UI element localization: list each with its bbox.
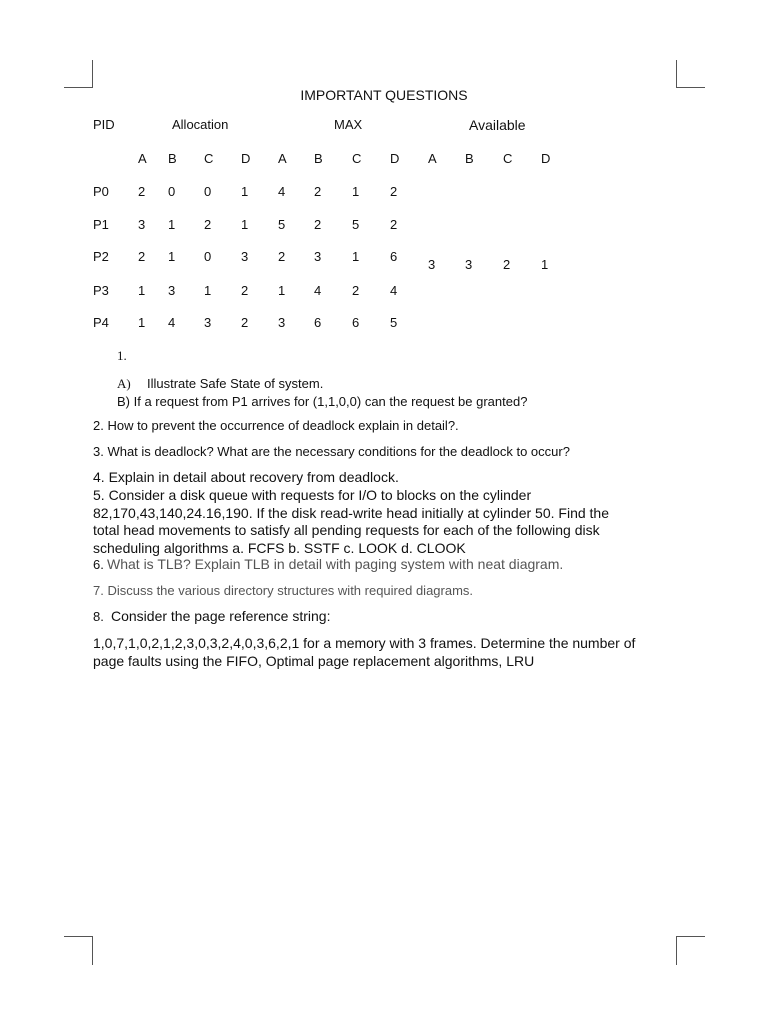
pid-cell: P1 bbox=[93, 217, 109, 232]
allocation-cell: 3 bbox=[241, 249, 249, 264]
page-title: IMPORTANT QUESTIONS bbox=[300, 87, 468, 103]
allocation-cell: 2 bbox=[241, 315, 249, 330]
allocation-cell: 0 bbox=[204, 184, 212, 199]
crop-mark-top-left bbox=[64, 60, 93, 88]
max-cell: 6 bbox=[352, 315, 360, 330]
crop-mark-bottom-right bbox=[676, 936, 705, 965]
max-cell: 2 bbox=[390, 184, 398, 199]
question-8-number: 8. bbox=[93, 609, 104, 624]
allocation-cell: 1 bbox=[241, 184, 249, 199]
column-label: B bbox=[168, 151, 177, 166]
question-6-number: 6. bbox=[93, 557, 104, 572]
available-cell: 2 bbox=[503, 257, 511, 272]
question-8-text: Consider the page reference string: bbox=[111, 608, 331, 624]
max-cell: 5 bbox=[352, 217, 360, 232]
max-cell: 4 bbox=[390, 283, 398, 298]
max-cell: 5 bbox=[390, 315, 398, 330]
max-cell: 2 bbox=[352, 283, 360, 298]
question-1a-text: Illustrate Safe State of system. bbox=[147, 376, 324, 391]
question-1-number: 1. bbox=[117, 348, 127, 363]
allocation-cell: 2 bbox=[204, 217, 212, 232]
max-cell: 5 bbox=[278, 217, 286, 232]
max-cell: 4 bbox=[278, 184, 286, 199]
question-8-line: page faults using the FIFO, Optimal page replacement algorithms, LRU bbox=[93, 653, 535, 669]
pid-header: PID bbox=[93, 117, 115, 132]
allocation-cell: 3 bbox=[204, 315, 212, 330]
allocation-cell: 2 bbox=[138, 184, 146, 199]
allocation-cell: 0 bbox=[168, 184, 176, 199]
pid-cell: P2 bbox=[93, 249, 109, 264]
question-7: 7. Discuss the various directory structures with required diagrams. bbox=[93, 583, 474, 598]
allocation-cell: 1 bbox=[168, 249, 176, 264]
column-label: C bbox=[352, 151, 362, 166]
max-cell: 3 bbox=[278, 315, 286, 330]
column-label: C bbox=[503, 151, 513, 166]
column-label: B bbox=[465, 151, 474, 166]
available-cell: 3 bbox=[428, 257, 436, 272]
allocation-header: Allocation bbox=[172, 117, 229, 132]
question-5-line: scheduling algorithms a. FCFS b. SSTF c. LOOK d. CLOOK bbox=[93, 540, 466, 556]
question-6-text: What is TLB? Explain TLB in detail with paging system with neat diagram. bbox=[107, 556, 564, 572]
max-cell: 1 bbox=[278, 283, 286, 298]
max-cell: 6 bbox=[390, 249, 398, 264]
allocation-cell: 1 bbox=[138, 283, 146, 298]
column-label: A bbox=[428, 151, 437, 166]
crop-mark-bottom-left bbox=[64, 936, 93, 965]
allocation-cell: 1 bbox=[204, 283, 212, 298]
question-3: 3. What is deadlock? What are the necessary conditions for the deadlock to occur? bbox=[93, 444, 570, 459]
crop-mark-top-right bbox=[676, 60, 705, 88]
question-1b-text: B) If a request from P1 arrives for (1,1,0,0) can the request be granted? bbox=[117, 394, 528, 409]
column-label: A bbox=[138, 151, 147, 166]
max-cell: 6 bbox=[314, 315, 322, 330]
allocation-cell: 3 bbox=[138, 217, 146, 232]
max-cell: 4 bbox=[314, 283, 322, 298]
column-label: B bbox=[314, 151, 323, 166]
allocation-cell: 0 bbox=[204, 249, 212, 264]
pid-cell: P4 bbox=[93, 315, 109, 330]
max-cell: 1 bbox=[352, 184, 360, 199]
available-cell: 3 bbox=[465, 257, 473, 272]
allocation-cell: 3 bbox=[168, 283, 176, 298]
allocation-cell: 1 bbox=[168, 217, 176, 232]
question-2: 2. How to prevent the occurrence of deadlock explain in detail?. bbox=[93, 418, 459, 433]
max-cell: 2 bbox=[278, 249, 286, 264]
allocation-cell: 4 bbox=[168, 315, 176, 330]
max-header: MAX bbox=[334, 117, 363, 132]
allocation-cell: 2 bbox=[138, 249, 146, 264]
question-5-line: total head movements to satisfy all pending requests for each of the following disk bbox=[93, 522, 600, 538]
column-label: C bbox=[204, 151, 214, 166]
pid-cell: P3 bbox=[93, 283, 109, 298]
column-label: A bbox=[278, 151, 287, 166]
max-cell: 2 bbox=[314, 217, 322, 232]
column-label: D bbox=[241, 151, 251, 166]
question-5-line: 82,170,43,140,24.16,190. If the disk read-write head initially at cylinder 50. Find the bbox=[93, 505, 609, 521]
allocation-cell: 1 bbox=[138, 315, 146, 330]
max-cell: 2 bbox=[314, 184, 322, 199]
pid-cell: P0 bbox=[93, 184, 109, 199]
allocation-cell: 2 bbox=[241, 283, 249, 298]
max-cell: 2 bbox=[390, 217, 398, 232]
available-header: Available bbox=[469, 117, 526, 133]
column-label: D bbox=[541, 151, 551, 166]
allocation-cell: 1 bbox=[241, 217, 249, 232]
available-cell: 1 bbox=[541, 257, 549, 272]
max-cell: 1 bbox=[352, 249, 360, 264]
column-label: D bbox=[390, 151, 400, 166]
question-1a-label: A) bbox=[117, 376, 131, 391]
question-4: 4. Explain in detail about recovery from deadlock. bbox=[93, 469, 399, 485]
max-cell: 3 bbox=[314, 249, 322, 264]
question-5-line: 5. Consider a disk queue with requests for I/O to blocks on the cylinder bbox=[93, 487, 532, 503]
question-8-line: 1,0,7,1,0,2,1,2,3,0,3,2,4,0,3,6,2,1 for a memory with 3 frames. Determine the number of bbox=[93, 635, 636, 651]
